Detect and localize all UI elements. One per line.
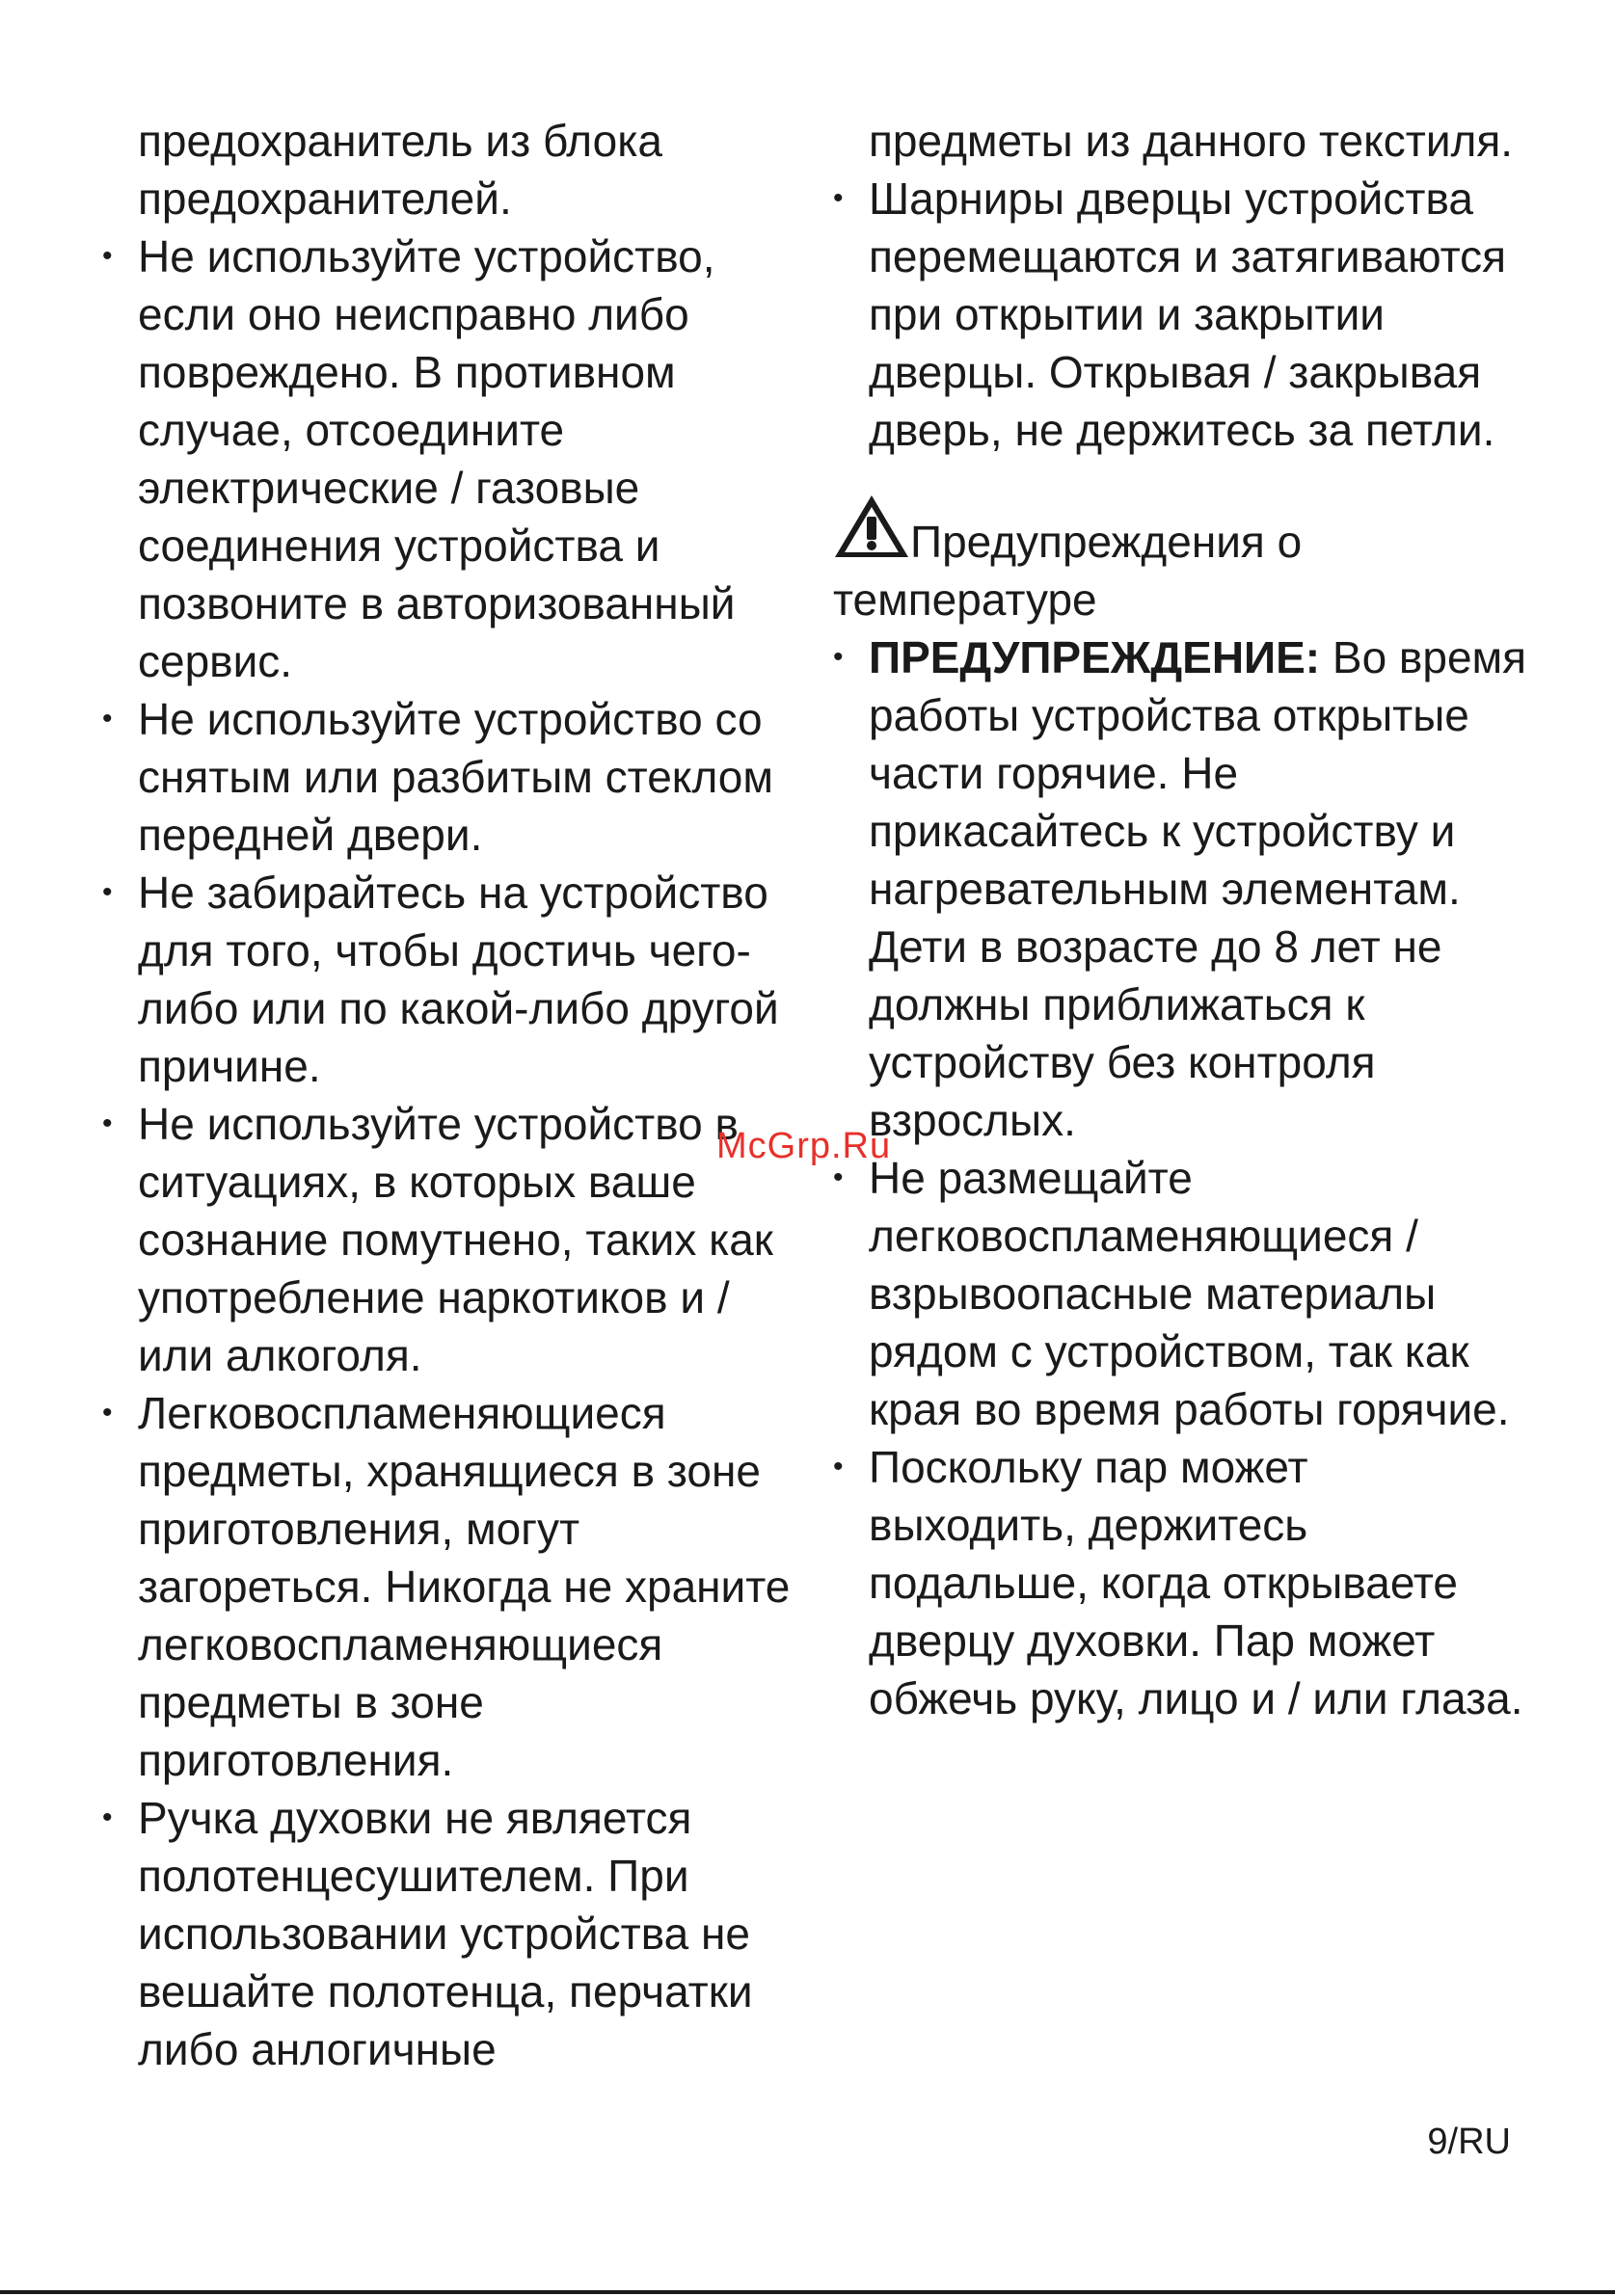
left-continuation-text: предохранитель из блока предохранителей. [138,116,662,224]
list-item: • Не забирайтесь на устройство для того, чтобы достичь чего-либо или по какой-либо другой причине. [102,864,806,1095]
list-item: • Шарниры дверцы устройства перемещаются и затягиваются при открытии и закрытии дверцы. Открывая / закрывая дверь, не держитесь за петли. [833,170,1527,459]
warning-text: Во время работы устройства открытые части горячие. Не прикасайтесь к устройству и нагревательным элементам. Дети в возрасте до 8 лет не должны приближаться к устройству без контроля взрослых. [869,632,1527,1145]
list-item: • Поскольку пар может выходить, держитесь подальше, когда открываете дверцу духовки. Пар может обжечь руку, лицо и / или глаза. [833,1438,1527,1727]
list-item: • Не используйте устройство со снятым или разбитым стеклом передней двери. [102,690,806,864]
list-item: • Ручка духовки не является полотенцесушителем. При использовании устройства не вешайте полотенца, перчатки либо анлогичные [102,1789,806,2078]
right-continuation-text: предметы из данного текстиля. [869,116,1514,166]
section-heading-text: Предупреждения о температуре [833,517,1303,625]
warning-list-item [833,628,1527,1149]
bottom-divider [0,2290,1615,2294]
watermark: McGrp.Ru [716,1126,892,1166]
right-column [833,112,1527,1727]
warning-triangle-icon [833,494,910,561]
list-item: • Легковоспламеняющиеся предметы, хранящиеся в зоне приготовления, могут загореться. Никогда не храните легковоспламеняющиеся предметы в зоне приготовления. [102,1384,806,1789]
left-column [102,112,806,2078]
right-bullet-list-top [833,170,1527,459]
list-item: • Не используйте устройство, если оно неисправно либо повреждено. В противном случае, отсоедините электрические / газовые соединения устройства и позвоните в авторизованный сервис. [102,227,806,690]
list-item: • Не размещайте легковоспламеняющиеся / взрывоопасные материалы рядом с устройством, так как края во время работы горячие. [833,1149,1527,1438]
left-bullet-list [102,227,806,2078]
page-number: 9/RU [1427,2122,1511,2162]
temperature-warnings-heading [833,494,1527,628]
warning-label: ПРЕДУПРЕЖДЕНИЕ: [869,632,1321,682]
list-item: • Не используйте устройство в ситуациях, в которых ваше сознание помутнено, таких как употребление наркотиков и / или алкоголя. [102,1095,806,1384]
right-bullet-list-bottom [833,628,1527,1727]
